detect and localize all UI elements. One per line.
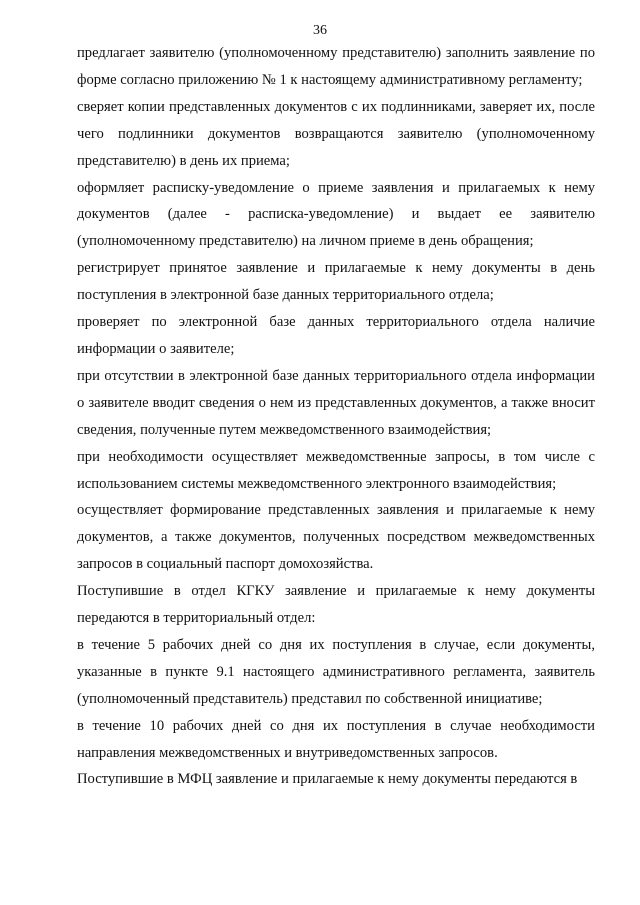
paragraph-11: в течение 10 рабочих дней со дня их поступления в случае необходимости направления межведомственных и внутриведомственных запросов.	[77, 717, 595, 761]
document-body	[77, 40, 595, 793]
paragraph-10: в течение 5 рабочих дней со дня их поступления в случае, если документы, указанные в пункте 9.1 настоящего административного регламента, заявитель (уполномоченный представитель) представил по собственной инициативе;	[77, 636, 595, 707]
paragraph-5: проверяет по электронной базе данных территориального отдела наличие информации о заявителе;	[77, 314, 595, 357]
paragraph-9: Поступившие в отдел КГКУ заявление и прилагаемые к нему документы передаются в территориальный отдел:	[77, 583, 595, 627]
page-number: 36	[313, 23, 327, 38]
paragraph-7: при необходимости осуществляет межведомственные запросы, в том числе с использованием системы межведомственного электронного взаимодействия;	[77, 448, 595, 492]
paragraph-3: оформляет расписку-уведомление о приеме заявления и прилагаемых к нему документов (далее - расписка-уведомление) и выдает ее заявителю (уполномоченному представителю) на личном приеме в день обращения;	[77, 179, 595, 250]
paragraph-12: Поступившие в МФЦ заявление и прилагаемые к нему документы передаются в	[77, 771, 578, 788]
paragraph-2: сверяет копии представленных документов с их подлинниками, заверяет их, после чего подлинники документов возвращаются заявителю (уполномоченному представителю) в день их приема;	[77, 98, 595, 169]
paragraph-4: регистрирует принятое заявление и прилагаемые к нему документы в день поступления в электронной базе данных территориального отдела;	[77, 260, 595, 304]
paragraph-1: предлагает заявителю (уполномоченному представителю) заполнить заявление по форме согласно приложению № 1 к настоящему административному регламенту;	[77, 45, 595, 88]
paragraph-8: осуществляет формирование представленных заявления и прилагаемые к нему документов, а также документов, полученных посредством межведомственных запросов в социальный паспорт домохозяйства.	[77, 502, 595, 573]
paragraph-6: при отсутствии в электронной базе данных территориального отдела информации о заявителе вводит сведения о нем из представленных документов, а также вносит сведения, полученные путем межведомственного взаимодействия;	[77, 367, 595, 438]
